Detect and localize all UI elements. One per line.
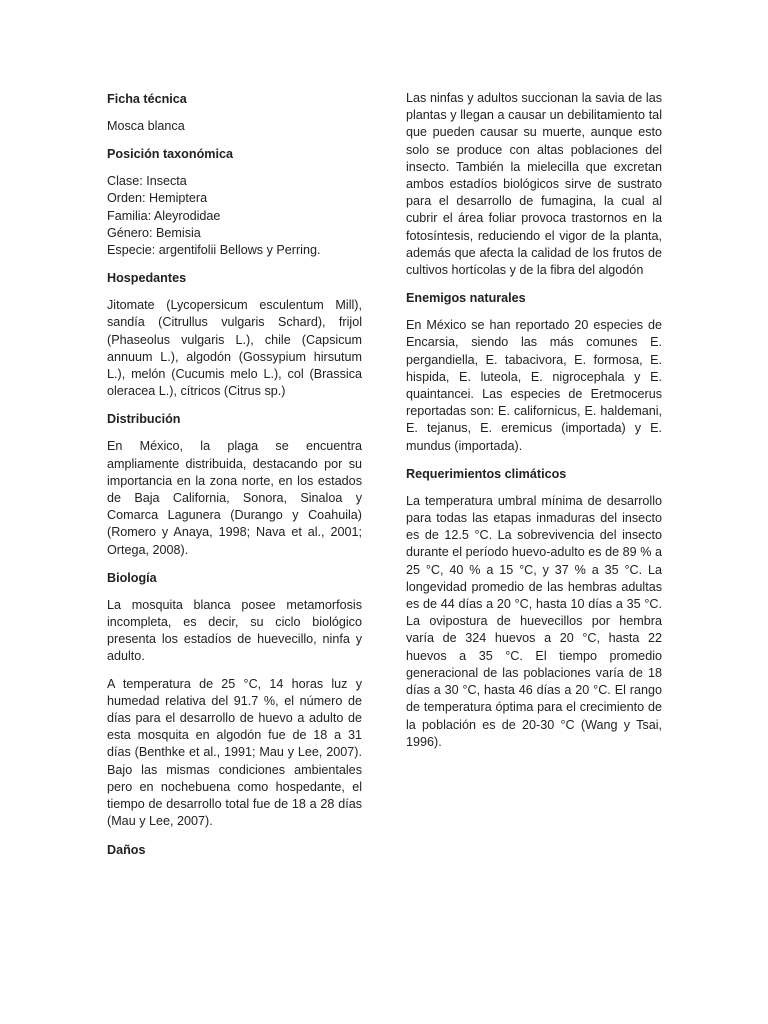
left-column: [107, 90, 362, 869]
taxonomy-clase: Clase: Insecta: [107, 174, 187, 189]
danos-text: Las ninfas y adultos succionan la savia de las plantas y llegan a causar un debilitamiento tal que pueden causar su muerte, aunque esto solo se produce con altas poblaciones del insecto. También la mielecilla que excretan ambos estadíos biológicos sirve de sustrato para el desarrollo de fumagina, la cual al cubrir el área foliar provoca trastornos en la fotosíntesis, reduciendo el vigor de la planta, además que afecta la calidad de los frutos de cultivos hortícolas y de la fibra del algodón: [406, 91, 662, 278]
distribucion-text: En México, la plaga se encuentra ampliamente distribuida, destacando por su importancia en la zona norte, en los estados de Baja California, Sonora, Sinaloa y Comarca Lagunera (Durango y Coahuila) (Romero y Anaya, 1998; Nava et al., 2001; Ortega, 2008).: [107, 439, 362, 557]
heading-posicion-taxonomica: Posición taxonómica: [107, 147, 233, 162]
taxonomy-list: [107, 173, 362, 259]
heading-distribucion: Distribución: [107, 412, 181, 427]
heading-ficha-tecnica: Ficha técnica: [107, 92, 187, 106]
heading-requerimientos-climaticos: Requerimientos climáticos: [406, 466, 567, 481]
taxonomy-genero: Género: Bemisia: [107, 225, 201, 240]
enemigos-text: En México se han reportado 20 especies de Encarsia, siendo las más comunes E. pergandiella, E. tabacivora, E. formosa, E. hispida, E. luteola, E. nigrocephala y E. quaintancei. Las especies de Eretmocerus reportadas son: E. californicus, E. haldemani, E. tejanus, E. eremicus (importada) y E. mundus (importada).: [406, 318, 662, 453]
heading-danos: Daños: [107, 842, 146, 857]
ficha-text: Mosca blanca: [107, 119, 185, 133]
requerimientos-text: La temperatura umbral mínima de desarrollo para todas las etapas inmaduras del insecto es de 12.5 °C. La sobrevivencia del insecto durante el período huevo-adulto es de 89 % a 25 °C, 40 % a 15 °C, y 37 % a 35 °C. La longevidad promedio de las hembras adultas es de 44 días a 20 °C, hasta 10 días a 35 °C. La ovipostura de huevecillos por hembra varía de 324 huevos a 20 °C, hasta 22 huevos a 35 °C. El tiempo promedio generacional de las poblaciones varía de 18 días a 30 °C, hasta 46 días a 20 °C. El rango de temperatura óptima para el crecimiento de la población es de 20-30 °C (Wang y Tsai, 1996).: [406, 493, 662, 749]
right-column: [406, 90, 662, 761]
heading-biologia: Biología: [107, 570, 157, 585]
hospedantes-text: Jitomate (Lycopersicum esculentum Mill), sandía (Citrullus vulgaris Schard), frijol (Phaseolus vulgaris L.), chile (Capsicum annuum L.), algodón (Gossypium hirsutum L.), melón (Cucumis melo L.), col (Brassica oleracea L.), cítricos (Citrus sp.): [107, 298, 362, 399]
taxonomy-orden: Orden: Hemiptera: [107, 191, 208, 206]
biologia-text-1: La mosquita blanca posee metamorfosis incompleta, es decir, su ciclo biológico presenta los estadíos de huevecillo, ninfa y adulto.: [107, 597, 362, 664]
heading-enemigos-naturales: Enemigos naturales: [406, 291, 526, 306]
heading-hospedantes: Hospedantes: [107, 271, 187, 286]
biologia-text-2: A temperatura de 25 °C, 14 horas luz y humedad relativa del 91.7 %, el número de días para el desarrollo de huevo a adulto de esta mosquita en algodón fue de 18 a 31 días (Benthke et al., 1991; Mau y Lee, 2007). Bajo las mismas condiciones ambientales pero en nochebuena como hospedante, el tiempo de desarrollo total fue de 18 a 28 días (Mau y Lee, 2007).: [107, 676, 362, 829]
taxonomy-familia: Familia: Aleyrodidae: [107, 208, 221, 223]
taxonomy-especie: Especie: argentifolii Bellows y Perring.: [107, 243, 321, 258]
